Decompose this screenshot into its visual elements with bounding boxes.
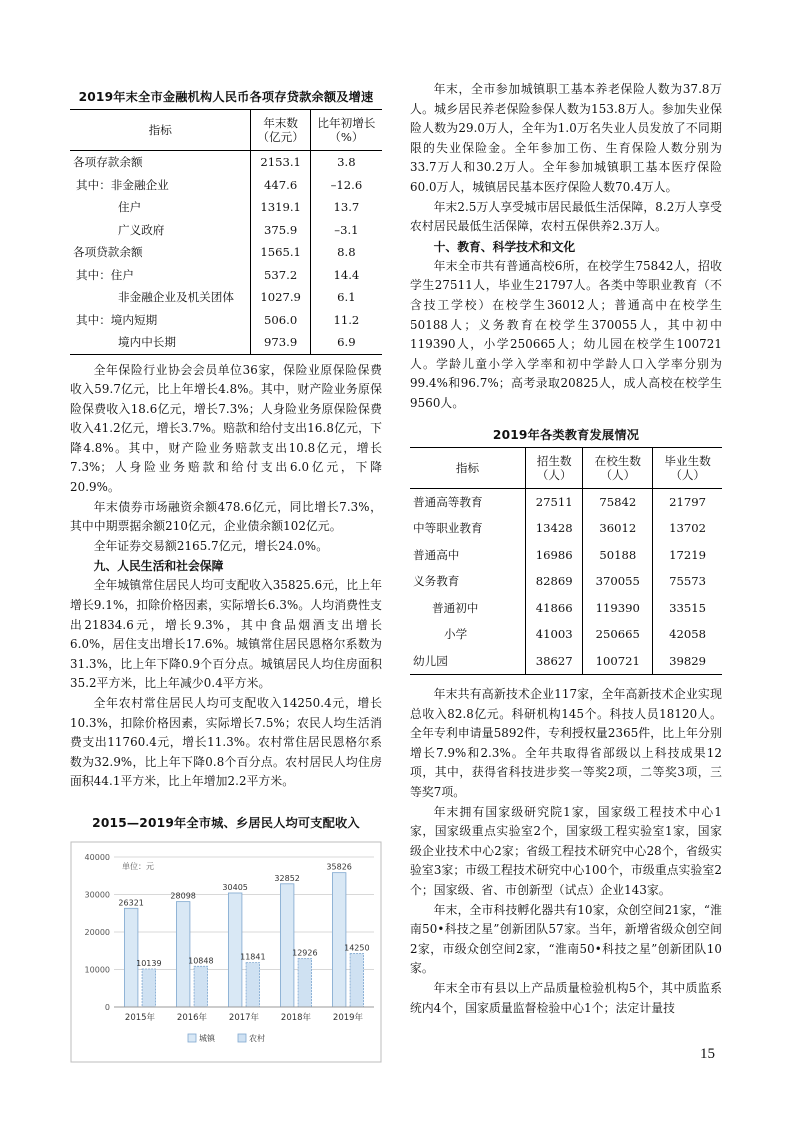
education-table <box>410 447 722 676</box>
bar-rural <box>298 958 312 1006</box>
x-tick-label: 2018年 <box>280 1012 312 1023</box>
y-tick-label: 20000 <box>84 927 110 937</box>
page-number: 15 <box>700 1046 715 1062</box>
x-tick-label: 2015年 <box>124 1012 156 1023</box>
y-tick-label: 40000 <box>84 852 110 862</box>
legend-swatch-rural <box>238 1034 246 1042</box>
x-tick-label: 2016年 <box>176 1012 208 1023</box>
table-header-indicator: 指标 <box>410 447 525 488</box>
right-column <box>410 80 722 1018</box>
bar-rural <box>350 954 364 1007</box>
y-tick-label: 30000 <box>84 890 110 900</box>
hightech-paragraph: 年末共有高新技术企业117家，全年高新技术企业实现总收入82.8亿元。科研机构145个。科技人员18120人。全年专利申请量5892件，专利授权量2365件，比上年分别增长7.9%和2.3%。全年共取得省部级以上科技成果12项，其中，获得省科技进步奖一等奖2项，二等奖3项，三等奖7项。 <box>410 687 722 799</box>
deposit-loan-table-caption: 2019年末全市金融机构人民币各项存贷款余额及增速 <box>78 90 374 104</box>
table-header-graduates: 毕业生数 （人） <box>653 447 722 488</box>
table-row: 其中：境内短期 506.0 11.2 <box>70 309 382 332</box>
incubator-paragraph: 年末，全市科技孵化器共有10家，众创空间21家，“淮南50•科技之星”创新团队57家。当年，新增省级众创空间2家，市级众创空间2家，“淮南50•科技之星”创新团队10家。 <box>410 902 722 976</box>
bar-rural <box>142 969 156 1007</box>
table-row: 各项存款余额 2153.1 3.8 <box>70 151 382 174</box>
bar-urban <box>176 902 190 1007</box>
table-row: 非金融企业及机关团体 1027.9 6.1 <box>70 286 382 309</box>
table-header-enrollment: 招生数 （人） <box>525 447 582 488</box>
education-table-caption: 2019年各类教育发展情况 <box>492 427 640 442</box>
social-insurance-paragraph: 年末，全市参加城镇职工基本养老保险人数为37.8万人。城乡居民养老保险参保人数为153.8万人。参加失业保险人数为29.0万人，全年为1.0万名失业人员发放了不同期限的失业保险金。全年参加工伤、生育保险人数分别为33.7万人和30.2万人。全年参加城镇职工基本医疗保险60.0万人，城镇居民基本医疗保险人数70.4万人。 <box>410 82 722 194</box>
deposit-loan-table <box>70 109 382 355</box>
table-row: 各项贷款余额 1565.1 8.8 <box>70 241 382 264</box>
income-chart <box>70 841 382 1067</box>
left-column <box>70 82 382 1067</box>
legend-label-urban: 城镇 <box>199 1033 215 1043</box>
table-row: 其中：住户 537.2 14.4 <box>70 264 382 287</box>
x-tick-label: 2017年 <box>228 1012 260 1023</box>
securities-paragraph: 全年证券交易额2165.7亿元，增长24.0%。 <box>93 538 329 553</box>
data-label: 10139 <box>136 958 162 968</box>
urban-income-paragraph: 全年城镇常住居民人均可支配收入35825.6元，比上年增长9.1%，扣除价格因素，实际增长6.3%。人均消费性支出21834.6元，增长9.3%，其中食品烟酒支出增长6.0%，居住支出增长17.6%。城镇常住居民恩格尔系数为31.3%，比上年下降0.9个百分点。城镇居民人均住房面积35.2平方米，比上年减少0.4平方米。 <box>70 578 382 691</box>
data-label: 14250 <box>344 943 370 953</box>
section-heading-10: 十、教育、科学技术和文化 <box>433 239 576 254</box>
section-heading-9: 九、人民生活和社会保障 <box>93 559 224 574</box>
data-label: 10848 <box>188 956 214 966</box>
table-row: 境内中长期 973.9 6.9 <box>70 331 382 354</box>
table-row: 中等职业教育 13428 36012 13702 <box>410 515 722 542</box>
legend-swatch-urban <box>188 1034 196 1042</box>
bar-rural <box>246 963 260 1007</box>
bar-urban <box>124 908 138 1007</box>
rural-income-paragraph: 全年农村常住居民人均可支配收入14250.4元，增长10.3%，扣除价格因素，实际增长7.5%；农民人均生活消费支出11760.4元，增长11.3%。农村常住居民恩格尔系数为32.9%，比上年下降0.8个百分点。农村居民人均住房面积44.1平方米，比上年增加2.2平方米。 <box>70 696 382 789</box>
table-row: 幼儿园 38627 100721 39829 <box>410 648 722 675</box>
y-tick-label: 0 <box>104 1002 110 1012</box>
table-row: 广义政府 375.9 –3.1 <box>70 219 382 242</box>
legend-label-rural: 农村 <box>249 1033 265 1043</box>
income-chart-caption: 2015—2019年全市城、乡居民人均可支配收入 <box>92 815 360 830</box>
quality-inspection-paragraph: 年末全市有县以上产品质量检验机构5个，其中质监系统内4个，国家质量监督检验中心1个；法定计量技 <box>410 980 722 1015</box>
bar-urban <box>332 873 346 1007</box>
bar-rural <box>194 966 208 1007</box>
table-row: 普通初中 41866 119390 33515 <box>410 595 722 622</box>
data-label: 32852 <box>274 873 300 883</box>
table-row: 普通高等教育 27511 75842 21797 <box>410 488 722 515</box>
data-label: 11841 <box>240 952 266 962</box>
research-institutions-paragraph: 年末拥有国家级研究院1家，国家级工程技术中心1家，国家级重点实验室2个，国家级工程实验室1家，国家级企业技术中心2家；省级工程技术研究中心28个，省级实验室3家；市级工程技术研究中心100个，市级重点实验室2个；国家级、省、市创新型（试点）企业143家。 <box>410 804 722 897</box>
data-label: 28098 <box>170 891 196 901</box>
y-tick-label: 10000 <box>84 965 110 975</box>
table-row: 义务教育 82869 370055 75573 <box>410 568 722 595</box>
table-row: 其中：非金融企业 447.6 –12.6 <box>70 174 382 197</box>
bar-urban <box>280 884 294 1007</box>
unit-label: 单位：元 <box>122 861 154 871</box>
table-row: 小学 41003 250665 42058 <box>410 621 722 648</box>
data-label: 30405 <box>222 882 248 892</box>
data-label: 26321 <box>118 898 144 908</box>
minimum-living-paragraph: 年末2.5万人享受城市居民最低生活保障，8.2万人享受农村居民最低生活保障，农村五保供养2.3万人。 <box>410 199 722 234</box>
insurance-paragraph: 全年保险行业协会会员单位36家，保险业原保险保费收入59.7亿元，比上年增长4.8%。其中，财产险业务原保险保费收入18.6亿元，增长7.3%；人身险业务原保险保费收入41.2亿元，增长3.7%。赔款和给付支出16.8亿元，下降4.8%。其中，财产险业务赔款支出10.8亿元，增长7.3%；人身险业务赔款和给付支出6.0亿元，下降20.9%。 <box>70 362 382 495</box>
table-header-indicator: 指标 <box>70 110 251 151</box>
table-header-year-end: 年末数 （亿元） <box>251 110 310 151</box>
table-row: 住户 1319.1 13.7 <box>70 196 382 219</box>
x-tick-label: 2019年 <box>332 1012 364 1023</box>
table-header-growth: 比年初增长 （%） <box>310 110 382 151</box>
table-header-students: 在校生数 （人） <box>583 447 653 488</box>
data-label: 12926 <box>292 948 318 958</box>
bar-urban <box>228 893 242 1007</box>
income-bar-chart <box>70 841 382 1063</box>
education-paragraph: 年末全市共有普通高校6所，在校学生75842人，招收学生27511人，毕业生21797人。各类中等职业教育（不含技工学校）在校学生36012人；普通高中在校学生50188人；义务教育在校学生370055人，其中初中119390人，小学250665人；幼儿园在校学生100721人。学龄儿童小学入学率和初中学龄人口入学率分别为99.4%和96.7%；高考录取20825人，成人高校在校学生9560人。 <box>410 258 722 410</box>
data-label: 35826 <box>326 862 352 872</box>
bond-paragraph: 年末债券市场融资余额478.6亿元，同比增长7.3%，其中中期票据余额210亿元，企业债余额102亿元。 <box>70 499 382 534</box>
table-row: 普通高中 16986 50188 17219 <box>410 542 722 569</box>
